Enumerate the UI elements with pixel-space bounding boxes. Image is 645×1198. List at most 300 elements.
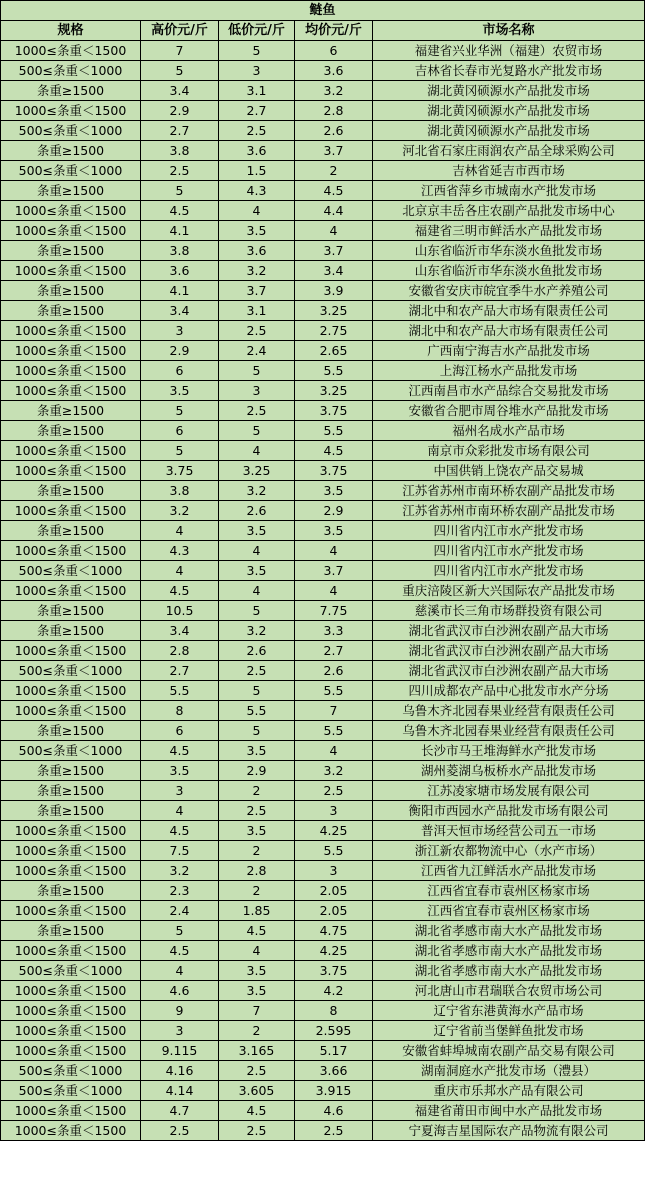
- cell-avg-price: 3.4: [295, 261, 373, 281]
- header-low-price: 低价元/斤: [219, 21, 295, 41]
- cell-spec: 条重≥1500: [1, 481, 141, 501]
- cell-avg-price: 3.25: [295, 301, 373, 321]
- cell-market-name: 福建省兴业华洲（福建）农贸市场: [373, 41, 645, 61]
- cell-market-name: 安徽省合肥市周谷堆水产品批发市场: [373, 401, 645, 421]
- cell-low-price: 3.5: [219, 741, 295, 761]
- cell-low-price: 2.5: [219, 661, 295, 681]
- cell-avg-price: 3: [295, 861, 373, 881]
- header-row: [1, 21, 645, 41]
- cell-high-price: 4: [141, 521, 219, 541]
- cell-market-name: 北京京丰岳各庄农副产品批发市场中心: [373, 201, 645, 221]
- cell-spec: 1000≤条重＜1500: [1, 201, 141, 221]
- cell-high-price: 3.4: [141, 301, 219, 321]
- cell-high-price: 5.5: [141, 681, 219, 701]
- table-row: [1, 1081, 645, 1101]
- cell-spec: 1000≤条重＜1500: [1, 941, 141, 961]
- cell-avg-price: 2.5: [295, 781, 373, 801]
- cell-avg-price: 8: [295, 1001, 373, 1021]
- cell-market-name: 重庆市乐邦水产品有限公司: [373, 1081, 645, 1101]
- cell-high-price: 4.3: [141, 541, 219, 561]
- cell-market-name: 四川省内江市水产批发市场: [373, 521, 645, 541]
- cell-market-name: 普洱天恒市场经营公司五一市场: [373, 821, 645, 841]
- cell-market-name: 四川成都农产品中心批发市水产分场: [373, 681, 645, 701]
- cell-avg-price: 3.9: [295, 281, 373, 301]
- table-row: [1, 621, 645, 641]
- cell-market-name: 慈溪市长三角市场群投资有限公司: [373, 601, 645, 621]
- cell-avg-price: 3.75: [295, 401, 373, 421]
- cell-avg-price: 2.9: [295, 501, 373, 521]
- cell-low-price: 3.5: [219, 561, 295, 581]
- cell-spec: 1000≤条重＜1500: [1, 841, 141, 861]
- cell-high-price: 4.5: [141, 941, 219, 961]
- cell-market-name: 湖北黄冈硕源水产品批发市场: [373, 81, 645, 101]
- cell-market-name: 山东省临沂市华东淡水鱼批发市场: [373, 261, 645, 281]
- cell-low-price: 5: [219, 721, 295, 741]
- cell-high-price: 5: [141, 181, 219, 201]
- cell-low-price: 3.2: [219, 481, 295, 501]
- cell-avg-price: 4.75: [295, 921, 373, 941]
- cell-market-name: 乌鲁木齐北园春果业经营有限责任公司: [373, 701, 645, 721]
- cell-spec: 500≤条重＜1000: [1, 161, 141, 181]
- cell-low-price: 3.6: [219, 241, 295, 261]
- cell-spec: 条重≥1500: [1, 721, 141, 741]
- table-row: [1, 541, 645, 561]
- cell-high-price: 5: [141, 401, 219, 421]
- cell-spec: 500≤条重＜1000: [1, 741, 141, 761]
- cell-high-price: 2.4: [141, 901, 219, 921]
- table-row: [1, 321, 645, 341]
- cell-spec: 条重≥1500: [1, 421, 141, 441]
- cell-low-price: 7: [219, 1001, 295, 1021]
- header-market-name: 市场名称: [373, 21, 645, 41]
- table-row: [1, 841, 645, 861]
- table-row: [1, 361, 645, 381]
- cell-low-price: 4.5: [219, 1101, 295, 1121]
- cell-avg-price: 4.5: [295, 181, 373, 201]
- cell-avg-price: 3.7: [295, 561, 373, 581]
- cell-low-price: 2.5: [219, 1061, 295, 1081]
- cell-market-name: 湖北中和农产品大市场有限责任公司: [373, 321, 645, 341]
- cell-high-price: 7.5: [141, 841, 219, 861]
- cell-low-price: 1.85: [219, 901, 295, 921]
- cell-high-price: 4.14: [141, 1081, 219, 1101]
- cell-avg-price: 5.5: [295, 681, 373, 701]
- cell-avg-price: 4.5: [295, 441, 373, 461]
- cell-avg-price: 4.2: [295, 981, 373, 1001]
- cell-low-price: 5: [219, 681, 295, 701]
- cell-high-price: 2.5: [141, 1121, 219, 1141]
- cell-high-price: 9.115: [141, 1041, 219, 1061]
- cell-spec: 1000≤条重＜1500: [1, 221, 141, 241]
- cell-low-price: 4: [219, 941, 295, 961]
- table-row: [1, 581, 645, 601]
- cell-spec: 1000≤条重＜1500: [1, 981, 141, 1001]
- table-row: [1, 201, 645, 221]
- table-row: [1, 521, 645, 541]
- table-title: 鲢鱼: [1, 1, 645, 21]
- cell-avg-price: 3.7: [295, 241, 373, 261]
- cell-low-price: 4.5: [219, 921, 295, 941]
- cell-low-price: 3: [219, 61, 295, 81]
- cell-market-name: 河北省石家庄雨润农产品全球采购公司: [373, 141, 645, 161]
- cell-market-name: 广西南宁海吉水产品批发市场: [373, 341, 645, 361]
- cell-spec: 1000≤条重＜1500: [1, 821, 141, 841]
- table-row: [1, 241, 645, 261]
- cell-market-name: 乌鲁木齐北园春果业经营有限责任公司: [373, 721, 645, 741]
- cell-low-price: 2: [219, 841, 295, 861]
- cell-market-name: 长沙市马王堆海鲜水产批发市场: [373, 741, 645, 761]
- cell-high-price: 4.5: [141, 821, 219, 841]
- cell-market-name: 宁夏海吉星国际农产品物流有限公司: [373, 1121, 645, 1141]
- cell-spec: 1000≤条重＜1500: [1, 1121, 141, 1141]
- cell-spec: 1000≤条重＜1500: [1, 901, 141, 921]
- cell-low-price: 2.5: [219, 1121, 295, 1141]
- cell-market-name: 湖北省孝感市南大水产品批发市场: [373, 921, 645, 941]
- cell-low-price: 2.5: [219, 321, 295, 341]
- cell-high-price: 4.1: [141, 221, 219, 241]
- cell-market-name: 江苏省苏州市南环桥农副产品批发市场: [373, 501, 645, 521]
- cell-spec: 条重≥1500: [1, 181, 141, 201]
- table-row: [1, 281, 645, 301]
- cell-avg-price: 5.5: [295, 361, 373, 381]
- cell-avg-price: 5.5: [295, 721, 373, 741]
- cell-high-price: 3.5: [141, 761, 219, 781]
- cell-avg-price: 3: [295, 801, 373, 821]
- cell-low-price: 5.5: [219, 701, 295, 721]
- cell-spec: 1000≤条重＜1500: [1, 461, 141, 481]
- cell-spec: 1000≤条重＜1500: [1, 321, 141, 341]
- cell-market-name: 福州名成水产品市场: [373, 421, 645, 441]
- cell-spec: 500≤条重＜1000: [1, 961, 141, 981]
- table-row: [1, 441, 645, 461]
- cell-high-price: 2.8: [141, 641, 219, 661]
- cell-high-price: 3: [141, 781, 219, 801]
- cell-low-price: 5: [219, 361, 295, 381]
- cell-spec: 500≤条重＜1000: [1, 61, 141, 81]
- cell-avg-price: 3.75: [295, 461, 373, 481]
- cell-high-price: 3.4: [141, 81, 219, 101]
- cell-high-price: 9: [141, 1001, 219, 1021]
- cell-high-price: 10.5: [141, 601, 219, 621]
- cell-avg-price: 4.25: [295, 941, 373, 961]
- cell-avg-price: 3.66: [295, 1061, 373, 1081]
- cell-market-name: 吉林省延吉市西市场: [373, 161, 645, 181]
- table-row: [1, 561, 645, 581]
- cell-avg-price: 2: [295, 161, 373, 181]
- cell-spec: 500≤条重＜1000: [1, 561, 141, 581]
- table-row: [1, 401, 645, 421]
- cell-spec: 条重≥1500: [1, 881, 141, 901]
- cell-avg-price: 3.75: [295, 961, 373, 981]
- cell-low-price: 2.5: [219, 121, 295, 141]
- cell-low-price: 3.7: [219, 281, 295, 301]
- cell-low-price: 2.7: [219, 101, 295, 121]
- cell-high-price: 3: [141, 1021, 219, 1041]
- cell-market-name: 江苏省苏州市南环桥农副产品批发市场: [373, 481, 645, 501]
- cell-avg-price: 3.2: [295, 81, 373, 101]
- cell-high-price: 2.9: [141, 101, 219, 121]
- cell-high-price: 3: [141, 321, 219, 341]
- table-row: [1, 61, 645, 81]
- cell-market-name: 湖北省武汉市白沙洲农副产品大市场: [373, 661, 645, 681]
- cell-high-price: 3.8: [141, 481, 219, 501]
- cell-spec: 1000≤条重＜1500: [1, 41, 141, 61]
- cell-market-name: 湖北省武汉市白沙洲农副产品大市场: [373, 621, 645, 641]
- cell-market-name: 江西省宜春市袁州区杨家市场: [373, 901, 645, 921]
- cell-spec: 500≤条重＜1000: [1, 1061, 141, 1081]
- table-row: [1, 1101, 645, 1121]
- cell-spec: 条重≥1500: [1, 301, 141, 321]
- table-row: [1, 761, 645, 781]
- cell-low-price: 2: [219, 781, 295, 801]
- cell-high-price: 4: [141, 561, 219, 581]
- cell-market-name: 衡阳市西园水产品批发市场有限公司: [373, 801, 645, 821]
- cell-high-price: 6: [141, 361, 219, 381]
- cell-avg-price: 2.05: [295, 881, 373, 901]
- table-row: [1, 41, 645, 61]
- table-row: [1, 921, 645, 941]
- cell-low-price: 3.2: [219, 261, 295, 281]
- table-row: [1, 161, 645, 181]
- table-row: [1, 1121, 645, 1141]
- cell-high-price: 3.8: [141, 241, 219, 261]
- cell-avg-price: 4.6: [295, 1101, 373, 1121]
- table-row: [1, 81, 645, 101]
- cell-market-name: 福建省三明市鲜活水产品批发市场: [373, 221, 645, 241]
- cell-spec: 1000≤条重＜1500: [1, 1101, 141, 1121]
- cell-spec: 1000≤条重＜1500: [1, 1001, 141, 1021]
- cell-spec: 1000≤条重＜1500: [1, 701, 141, 721]
- cell-low-price: 4: [219, 581, 295, 601]
- cell-low-price: 5: [219, 421, 295, 441]
- cell-market-name: 河北唐山市君瑞联合农贸市场公司: [373, 981, 645, 1001]
- cell-high-price: 8: [141, 701, 219, 721]
- cell-high-price: 2.5: [141, 161, 219, 181]
- cell-high-price: 2.7: [141, 121, 219, 141]
- table-row: [1, 381, 645, 401]
- table-row: [1, 821, 645, 841]
- cell-market-name: 湖北中和农产品大市场有限责任公司: [373, 301, 645, 321]
- cell-market-name: 湖北省孝感市南大水产品批发市场: [373, 941, 645, 961]
- table-row: [1, 221, 645, 241]
- cell-high-price: 3.2: [141, 501, 219, 521]
- cell-market-name: 辽宁省前当堡鲜鱼批发市场: [373, 1021, 645, 1041]
- cell-avg-price: 2.8: [295, 101, 373, 121]
- cell-spec: 1000≤条重＜1500: [1, 681, 141, 701]
- table-row: [1, 481, 645, 501]
- table-row: [1, 781, 645, 801]
- cell-avg-price: 6: [295, 41, 373, 61]
- table-row: [1, 721, 645, 741]
- cell-spec: 1000≤条重＜1500: [1, 361, 141, 381]
- cell-high-price: 3.4: [141, 621, 219, 641]
- cell-high-price: 2.9: [141, 341, 219, 361]
- cell-low-price: 2.5: [219, 801, 295, 821]
- table-row: [1, 421, 645, 441]
- cell-avg-price: 4: [295, 581, 373, 601]
- cell-high-price: 7: [141, 41, 219, 61]
- cell-market-name: 安徽省蚌埠城南农副产品交易有限公司: [373, 1041, 645, 1061]
- table-row: [1, 661, 645, 681]
- cell-low-price: 1.5: [219, 161, 295, 181]
- cell-market-name: 四川省内江市水产批发市场: [373, 561, 645, 581]
- cell-high-price: 5: [141, 441, 219, 461]
- cell-high-price: 3.2: [141, 861, 219, 881]
- table-row: [1, 1061, 645, 1081]
- cell-avg-price: 2.595: [295, 1021, 373, 1041]
- cell-low-price: 3.165: [219, 1041, 295, 1061]
- cell-low-price: 3.5: [219, 521, 295, 541]
- cell-spec: 500≤条重＜1000: [1, 1081, 141, 1101]
- cell-market-name: 中国供销上饶农产品交易城: [373, 461, 645, 481]
- cell-high-price: 6: [141, 421, 219, 441]
- cell-market-name: 吉林省长春市光复路水产批发市场: [373, 61, 645, 81]
- table-row: [1, 1001, 645, 1021]
- table-row: [1, 601, 645, 621]
- cell-avg-price: 3.25: [295, 381, 373, 401]
- cell-low-price: 3.25: [219, 461, 295, 481]
- cell-avg-price: 3.5: [295, 481, 373, 501]
- cell-low-price: 5: [219, 41, 295, 61]
- cell-spec: 1000≤条重＜1500: [1, 581, 141, 601]
- cell-spec: 1000≤条重＜1500: [1, 101, 141, 121]
- cell-high-price: 5: [141, 61, 219, 81]
- cell-low-price: 2.8: [219, 861, 295, 881]
- cell-low-price: 2.4: [219, 341, 295, 361]
- cell-market-name: 福建省莆田市闽中水产品批发市场: [373, 1101, 645, 1121]
- cell-spec: 条重≥1500: [1, 401, 141, 421]
- cell-avg-price: 4: [295, 541, 373, 561]
- cell-high-price: 4.5: [141, 741, 219, 761]
- table-row: [1, 341, 645, 361]
- cell-high-price: 4.6: [141, 981, 219, 1001]
- cell-market-name: 南京市众彩批发市场有限公司: [373, 441, 645, 461]
- cell-market-name: 辽宁省东港黄海水产品市场: [373, 1001, 645, 1021]
- cell-spec: 条重≥1500: [1, 781, 141, 801]
- table-row: [1, 1021, 645, 1041]
- cell-market-name: 湖州菱湖乌板桥水产品批发市场: [373, 761, 645, 781]
- cell-low-price: 2: [219, 881, 295, 901]
- cell-market-name: 湖北黄冈硕源水产品批发市场: [373, 121, 645, 141]
- cell-spec: 条重≥1500: [1, 761, 141, 781]
- cell-low-price: 3.5: [219, 981, 295, 1001]
- cell-avg-price: 3.7: [295, 141, 373, 161]
- cell-low-price: 3.2: [219, 621, 295, 641]
- cell-low-price: 2.6: [219, 641, 295, 661]
- table-row: [1, 301, 645, 321]
- cell-avg-price: 2.6: [295, 121, 373, 141]
- cell-spec: 1000≤条重＜1500: [1, 861, 141, 881]
- cell-high-price: 4.1: [141, 281, 219, 301]
- cell-low-price: 3.6: [219, 141, 295, 161]
- cell-spec: 条重≥1500: [1, 81, 141, 101]
- cell-market-name: 湖南洞庭水产批发市场（澧县）: [373, 1061, 645, 1081]
- table-row: [1, 641, 645, 661]
- cell-low-price: 3.5: [219, 961, 295, 981]
- cell-low-price: 3.605: [219, 1081, 295, 1101]
- cell-spec: 1000≤条重＜1500: [1, 381, 141, 401]
- cell-avg-price: 2.75: [295, 321, 373, 341]
- cell-high-price: 3.5: [141, 381, 219, 401]
- cell-spec: 1000≤条重＜1500: [1, 261, 141, 281]
- cell-low-price: 4: [219, 541, 295, 561]
- cell-avg-price: 7.75: [295, 601, 373, 621]
- cell-high-price: 4: [141, 801, 219, 821]
- table-row: [1, 261, 645, 281]
- cell-avg-price: 5.17: [295, 1041, 373, 1061]
- cell-avg-price: 2.05: [295, 901, 373, 921]
- cell-avg-price: 3.6: [295, 61, 373, 81]
- cell-high-price: 4.7: [141, 1101, 219, 1121]
- cell-spec: 1000≤条重＜1500: [1, 1041, 141, 1061]
- cell-market-name: 湖北黄冈硕源水产品批发市场: [373, 101, 645, 121]
- table-row: [1, 741, 645, 761]
- cell-market-name: 江西省萍乡市城南水产批发市场: [373, 181, 645, 201]
- cell-low-price: 4.3: [219, 181, 295, 201]
- cell-high-price: 4.16: [141, 1061, 219, 1081]
- cell-low-price: 2: [219, 1021, 295, 1041]
- cell-low-price: 2.6: [219, 501, 295, 521]
- table-row: [1, 461, 645, 481]
- header-high-price: 高价元/斤: [141, 21, 219, 41]
- cell-spec: 1000≤条重＜1500: [1, 501, 141, 521]
- cell-market-name: 江西省九江鲜活水产品批发市场: [373, 861, 645, 881]
- cell-avg-price: 2.5: [295, 1121, 373, 1141]
- cell-high-price: 2.7: [141, 661, 219, 681]
- cell-market-name: 安徽省安庆市皖宜季牛水产养殖公司: [373, 281, 645, 301]
- cell-spec: 条重≥1500: [1, 241, 141, 261]
- table-row: [1, 181, 645, 201]
- cell-market-name: 江西省宜春市袁州区杨家市场: [373, 881, 645, 901]
- cell-avg-price: 3.2: [295, 761, 373, 781]
- cell-avg-price: 3.915: [295, 1081, 373, 1101]
- cell-spec: 1000≤条重＜1500: [1, 341, 141, 361]
- cell-low-price: 5: [219, 601, 295, 621]
- cell-avg-price: 2.65: [295, 341, 373, 361]
- table-row: [1, 141, 645, 161]
- cell-avg-price: 4: [295, 221, 373, 241]
- cell-high-price: 5: [141, 921, 219, 941]
- cell-market-name: 上海江杨水产品批发市场: [373, 361, 645, 381]
- cell-avg-price: 3.3: [295, 621, 373, 641]
- cell-low-price: 2.5: [219, 401, 295, 421]
- cell-market-name: 浙江新农都物流中心（水产市场）: [373, 841, 645, 861]
- cell-market-name: 江苏凌家塘市场发展有限公司: [373, 781, 645, 801]
- cell-market-name: 山东省临沂市华东淡水鱼批发市场: [373, 241, 645, 261]
- cell-avg-price: 7: [295, 701, 373, 721]
- cell-avg-price: 3.5: [295, 521, 373, 541]
- cell-spec: 1000≤条重＜1500: [1, 1021, 141, 1041]
- cell-low-price: 4: [219, 441, 295, 461]
- cell-high-price: 4.5: [141, 201, 219, 221]
- cell-market-name: 四川省内江市水产批发市场: [373, 541, 645, 561]
- cell-spec: 500≤条重＜1000: [1, 121, 141, 141]
- cell-avg-price: 4: [295, 741, 373, 761]
- table-row: [1, 801, 645, 821]
- cell-low-price: 3.1: [219, 301, 295, 321]
- cell-market-name: 湖北省武汉市白沙洲农副产品大市场: [373, 641, 645, 661]
- cell-low-price: 3: [219, 381, 295, 401]
- cell-avg-price: 5.5: [295, 841, 373, 861]
- table-row: [1, 681, 645, 701]
- cell-avg-price: 4.25: [295, 821, 373, 841]
- table-row: [1, 121, 645, 141]
- cell-spec: 1000≤条重＜1500: [1, 641, 141, 661]
- cell-spec: 条重≥1500: [1, 141, 141, 161]
- cell-spec: 1000≤条重＜1500: [1, 541, 141, 561]
- cell-avg-price: 5.5: [295, 421, 373, 441]
- cell-high-price: 6: [141, 721, 219, 741]
